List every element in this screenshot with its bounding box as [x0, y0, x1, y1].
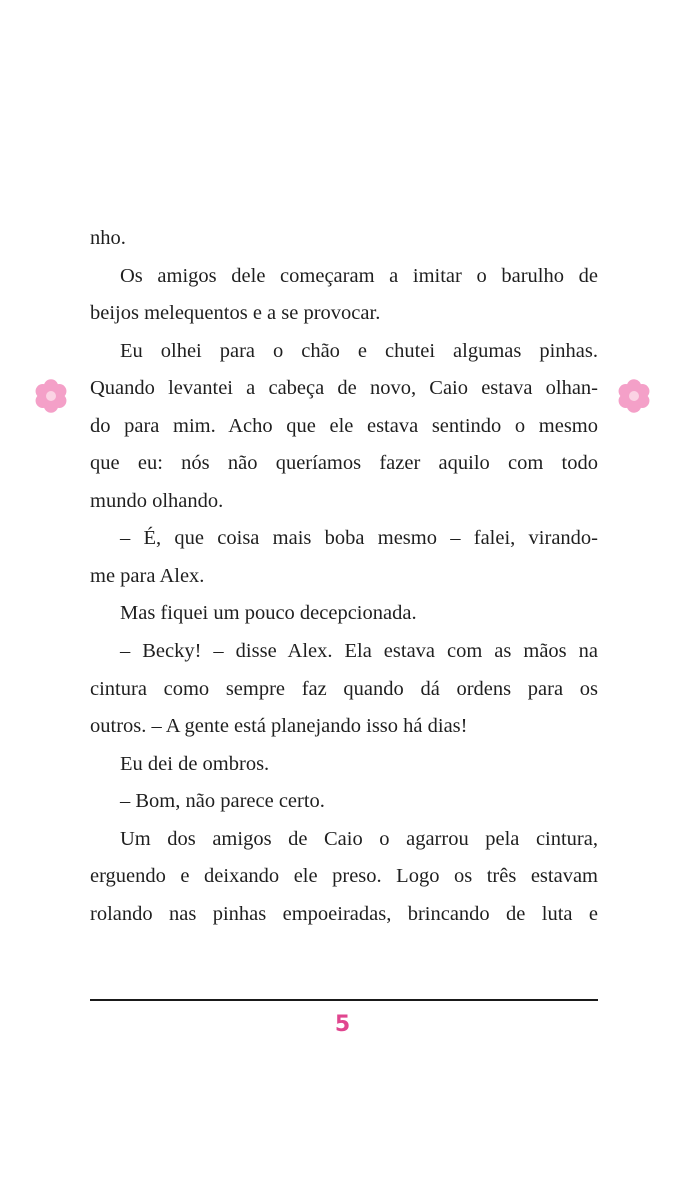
text-line: nho. [90, 227, 126, 249]
text-line: Quando levantei a cabeça de novo, Caio estava olhan- [90, 377, 598, 400]
flower-icon [33, 378, 69, 414]
flower-icon [616, 378, 652, 414]
page-number: 5 [334, 1012, 351, 1037]
text-line: Mas fiquei um pouco decepcionada. [120, 602, 417, 625]
text-line: Os amigos dele começaram a imitar o barulho de [120, 264, 598, 287]
flower-center [629, 391, 639, 401]
text-line: – Bom, não parece certo. [120, 790, 325, 813]
text-line: – É, que coisa mais boba mesmo – falei, virando- [120, 527, 598, 550]
text-line: Um dos amigos de Caio o agarrou pela cintura, [120, 827, 598, 850]
text-line: outros. – A gente está planejando isso há dias! [90, 715, 468, 738]
text-line: Eu olhei para o chão e chutei algumas pinhas. [120, 339, 598, 362]
flower-center [46, 391, 56, 401]
text-line: do para mim. Acho que ele estava sentindo o mesmo [90, 414, 598, 437]
text-line: que eu: nós não queríamos fazer aquilo com todo [90, 452, 598, 475]
text-line: erguendo e deixando ele preso. Logo os três estavam [90, 865, 598, 888]
body-text [90, 220, 598, 933]
text-line: beijos melequentos e a se provocar. [90, 302, 381, 325]
text-line: rolando nas pinhas empoeiradas, brincando de luta e [90, 902, 598, 925]
footer-divider [90, 999, 598, 1001]
text-line: Eu dei de ombros. [120, 752, 270, 775]
text-line: – Becky! – disse Alex. Ela estava com as mãos na [120, 640, 598, 663]
text-line: mundo olhando. [90, 489, 224, 512]
text-line: me para Alex. [90, 564, 205, 587]
text-line: cintura como sempre faz quando dá ordens para os [90, 677, 598, 700]
